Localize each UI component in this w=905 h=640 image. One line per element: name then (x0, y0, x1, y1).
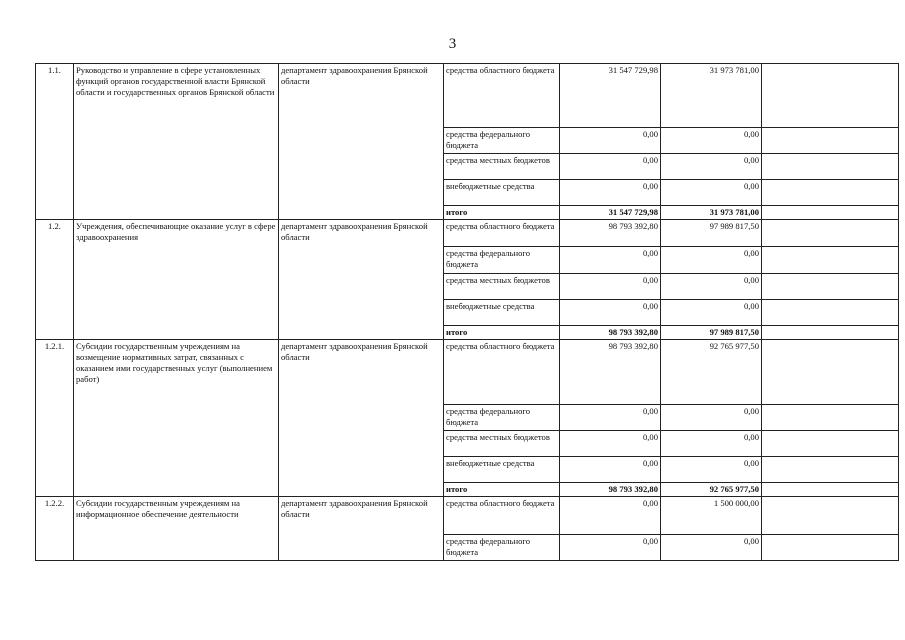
budget-table (35, 63, 899, 561)
amount-year-1: 98 793 392,80 (560, 220, 661, 247)
funding-source: внебюджетные средства (444, 457, 560, 483)
amount-year-2: 97 989 817,50 (661, 220, 762, 247)
amount-year-1: 0,00 (560, 180, 661, 206)
amount-year-2: 0,00 (661, 247, 762, 274)
amount-year-2: 0,00 (661, 274, 762, 300)
table-row (36, 497, 899, 535)
total-amount-year-2: 97 989 817,50 (661, 326, 762, 340)
table-row (36, 64, 899, 128)
empty-cell (762, 497, 899, 535)
funding-source: средства федерального бюджета (444, 535, 560, 561)
total-amount-year-2: 31 973 781,00 (661, 206, 762, 220)
empty-cell (762, 64, 899, 128)
activity-name: Субсидии государственным учреждениям на информационное обеспечение деятельности (74, 497, 279, 561)
executor: департамент здравоохранения Брянской области (279, 64, 444, 220)
table-row (36, 220, 899, 247)
table-row (36, 340, 899, 405)
amount-year-1: 0,00 (560, 128, 661, 154)
row-number: 1.2.2. (36, 497, 74, 561)
amount-year-2: 0,00 (661, 300, 762, 326)
empty-cell (762, 535, 899, 561)
funding-source: средства местных бюджетов (444, 431, 560, 457)
funding-source: средства местных бюджетов (444, 154, 560, 180)
amount-year-1: 0,00 (560, 497, 661, 535)
amount-year-2: 0,00 (661, 535, 762, 561)
funding-source: внебюджетные средства (444, 300, 560, 326)
amount-year-1: 31 547 729,98 (560, 64, 661, 128)
amount-year-1: 0,00 (560, 535, 661, 561)
total-label: итого (444, 483, 560, 497)
total-amount-year-1: 98 793 392,80 (560, 483, 661, 497)
page-number: 3 (448, 36, 457, 52)
row-number: 1.2. (36, 220, 74, 340)
funding-source: средства областного бюджета (444, 497, 560, 535)
empty-cell (762, 154, 899, 180)
amount-year-2: 1 500 000,00 (661, 497, 762, 535)
empty-cell (762, 300, 899, 326)
amount-year-2: 0,00 (661, 431, 762, 457)
amount-year-2: 0,00 (661, 128, 762, 154)
executor: департамент здравоохранения Брянской области (279, 220, 444, 340)
amount-year-1: 0,00 (560, 154, 661, 180)
empty-cell (762, 220, 899, 247)
empty-cell (762, 457, 899, 483)
amount-year-1: 0,00 (560, 247, 661, 274)
total-label: итого (444, 206, 560, 220)
activity-name: Субсидии государственным учреждениям на возмещение нормативных затрат, связанных с оказанием ими государственных услуг (выполнением работ) (74, 340, 279, 497)
empty-cell (762, 206, 899, 220)
empty-cell (762, 247, 899, 274)
amount-year-1: 0,00 (560, 431, 661, 457)
executor: департамент здравоохранения Брянской области (279, 497, 444, 561)
amount-year-2: 31 973 781,00 (661, 64, 762, 128)
amount-year-1: 98 793 392,80 (560, 340, 661, 405)
funding-source: средства федерального бюджета (444, 405, 560, 431)
empty-cell (762, 405, 899, 431)
funding-source: средства областного бюджета (444, 340, 560, 405)
amount-year-1: 0,00 (560, 300, 661, 326)
funding-source: средства федерального бюджета (444, 247, 560, 274)
total-amount-year-1: 98 793 392,80 (560, 326, 661, 340)
funding-source: внебюджетные средства (444, 180, 560, 206)
amount-year-1: 0,00 (560, 457, 661, 483)
empty-cell (762, 431, 899, 457)
row-number: 1.2.1. (36, 340, 74, 497)
funding-source: средства областного бюджета (444, 64, 560, 128)
total-label: итого (444, 326, 560, 340)
empty-cell (762, 128, 899, 154)
total-amount-year-2: 92 765 977,50 (661, 483, 762, 497)
activity-name: Руководство и управление в сфере установленных функций органов государственной власти Брянской области и государственных органов Брянской области (74, 64, 279, 220)
amount-year-1: 0,00 (560, 274, 661, 300)
empty-cell (762, 326, 899, 340)
amount-year-2: 0,00 (661, 154, 762, 180)
row-number: 1.1. (36, 64, 74, 220)
empty-cell (762, 483, 899, 497)
empty-cell (762, 274, 899, 300)
activity-name: Учреждения, обеспечивающие оказание услуг в сфере здравоохранения (74, 220, 279, 340)
amount-year-2: 0,00 (661, 180, 762, 206)
executor: департамент здравоохранения Брянской области (279, 340, 444, 497)
funding-source: средства федерального бюджета (444, 128, 560, 154)
amount-year-2: 0,00 (661, 405, 762, 431)
empty-cell (762, 180, 899, 206)
total-amount-year-1: 31 547 729,98 (560, 206, 661, 220)
empty-cell (762, 340, 899, 405)
amount-year-1: 0,00 (560, 405, 661, 431)
funding-source: средства местных бюджетов (444, 274, 560, 300)
amount-year-2: 0,00 (661, 457, 762, 483)
amount-year-2: 92 765 977,50 (661, 340, 762, 405)
funding-source: средства областного бюджета (444, 220, 560, 247)
